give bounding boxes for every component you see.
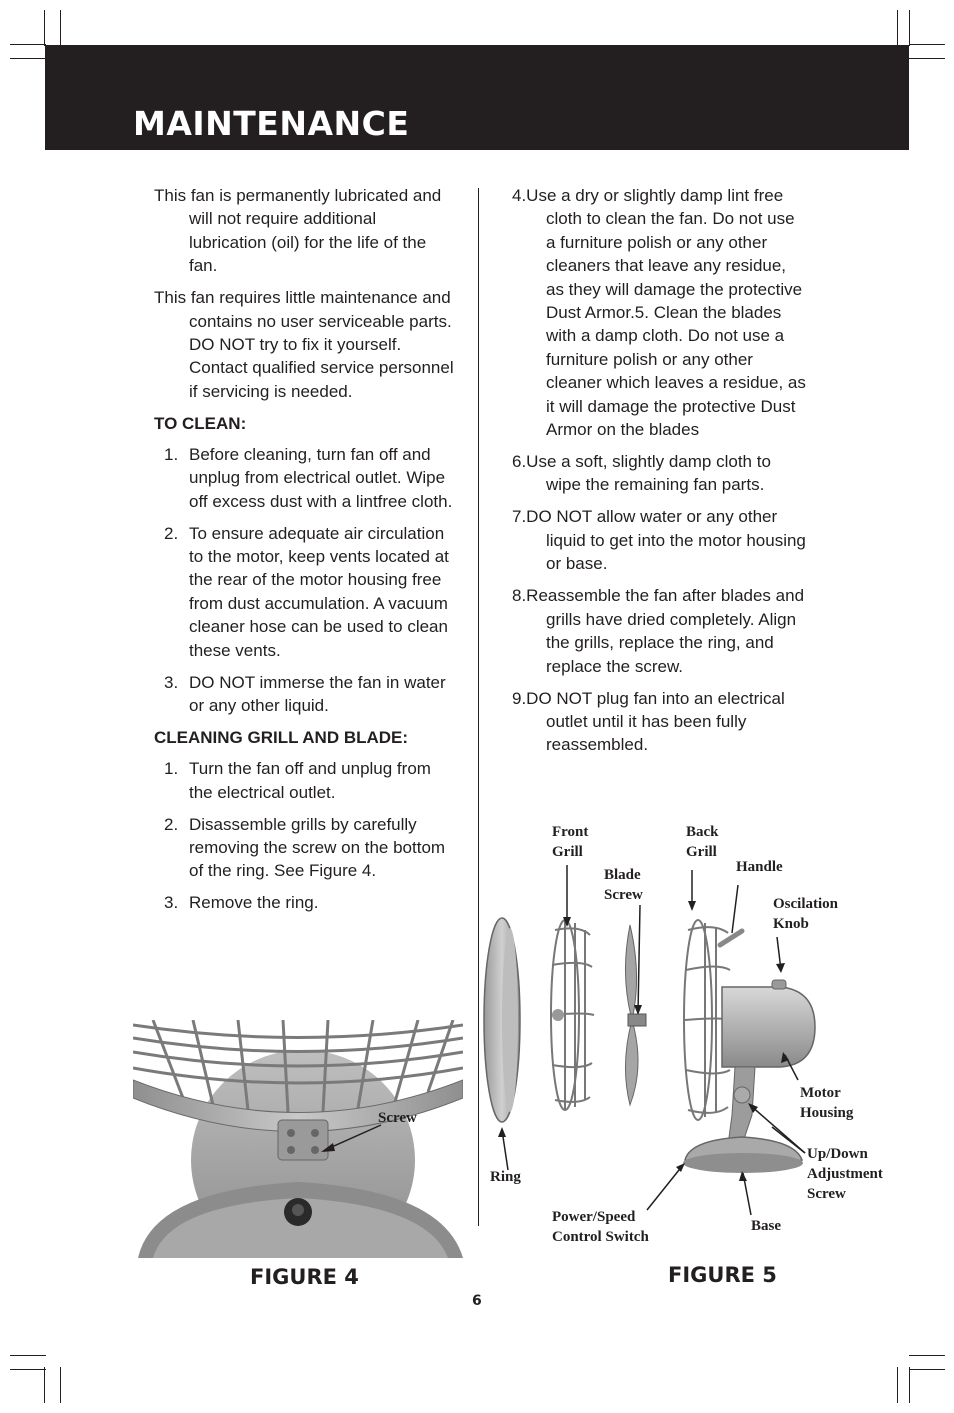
cleaning-grill-list <box>154 757 454 915</box>
page-number: 6 <box>472 1293 482 1309</box>
column-divider <box>478 188 479 1226</box>
left-column <box>154 184 454 923</box>
intro-paragraph: This fan is permanently lubricated and will not require additional lubrication (oil) for the life of the fan. <box>154 186 442 276</box>
to-clean-heading: TO CLEAN: <box>154 413 247 433</box>
front-grill-label: Front Grill <box>552 824 589 860</box>
list-item: 1. Before cleaning, turn fan off and unplug from electrical outlet. Wipe off excess dust with a lintfree cloth. <box>164 444 453 511</box>
list-item: 2. Disassemble grills by carefully removing the screw on the bottom of the ring. See Figure 4. <box>164 814 446 881</box>
list-item: 2. To ensure adequate air circulation to the motor, keep vents located at the rear of the motor housing free from dust accumulation. A vacuum cleaner hose can be used to clean these vents. <box>164 523 449 660</box>
list-item: 6.Use a soft, slightly damp cloth to wipe the remaining fan parts. <box>512 452 771 495</box>
intro-paragraph: This fan requires little maintenance and contains no user serviceable parts. DO NOT try to fix it yourself. Contact qualified service personnel if servicing is needed. <box>154 288 454 401</box>
figure-4-caption: FIGURE 4 <box>250 1265 359 1289</box>
power-speed-switch-label: Power/Speed Control Switch <box>552 1209 649 1245</box>
list-item: 1. Turn the fan off and unplug from the electrical outlet. <box>164 759 431 802</box>
up-down-adjustment-screw-label: Up/Down Adjustment Screw <box>807 1146 883 1202</box>
list-item: 7.DO NOT allow water or any other liquid to get into the motor housing or base. <box>512 507 806 574</box>
list-item: 8.Reassemble the fan after blades and grills have dried completely. Align the grills, replace the ring, and replace the screw. <box>512 586 805 676</box>
section-header-bar <box>45 45 909 150</box>
list-item: 4.Use a dry or slightly damp lint free cloth to clean the fan. Do not use a furniture polish or any other cleaners that leave any residue, as they will damage the protective Dust Armor.5. Clean the blades with a damp cloth. Do not use a furniture polish or any other cleaner which leaves a residue, as it will damage the protective Dust Armor on the blades <box>512 186 806 440</box>
handle-label: Handle <box>736 859 783 875</box>
list-item: 3. DO NOT immerse the fan in water or any other liquid. <box>164 672 446 716</box>
ring-label: Ring <box>490 1169 521 1185</box>
base-label: Base <box>751 1218 781 1234</box>
back-grill-label: Back Grill <box>686 824 719 860</box>
screw-label: Screw <box>378 1110 417 1126</box>
motor-housing-label: Motor Housing <box>800 1085 854 1121</box>
oscilation-knob-label: Oscilation Knob <box>773 896 839 932</box>
list-item: 9.DO NOT plug fan into an electrical outlet until it has been fully reassembled. <box>512 688 785 755</box>
page-title: MAINTENANCE <box>133 104 410 143</box>
cleaning-grill-heading: CLEANING GRILL AND BLADE: <box>154 728 409 748</box>
figure-5-caption: FIGURE 5 <box>668 1263 777 1287</box>
right-column <box>512 184 808 765</box>
blade-screw-label: Blade Screw <box>604 867 643 903</box>
figure-4-illustration <box>133 1020 463 1258</box>
to-clean-list <box>154 443 454 718</box>
list-item: 3. Remove the ring. <box>164 893 319 913</box>
